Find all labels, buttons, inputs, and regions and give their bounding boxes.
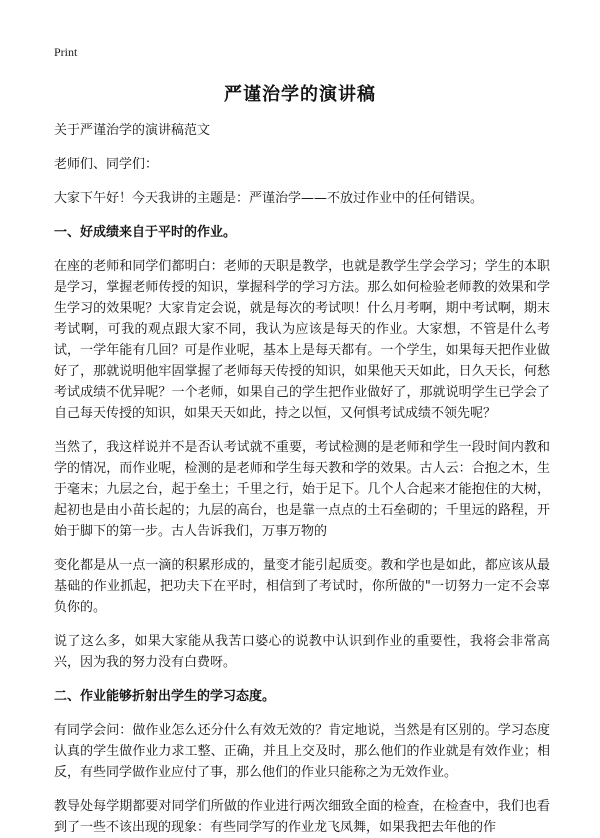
paragraph-2: 当然了，我这样说并不是否认考试就不重要，考试检测的是老师和学生一段时间内教和学的情况，而作业呢，检测的是老师和学生每天教和学的效果。古人云：合抱之木，生于毫末；九层之台，起于垒土；千里之行，始于足下。几个人合起来才能抱住的大树，起初也是由小苗长起的；九层的高台，也是靠一点点的土石垒砌的；千里远的路程，开始于脚下的第一步。古人告诉我们，万事万物的	[54, 440, 550, 539]
document-subtitle: 关于严谨治学的演讲稿范文	[54, 123, 211, 138]
intro-paragraph: 大家下午好！今天我讲的主题是：严谨治学——不放过作业中的任何错误。	[54, 191, 484, 206]
paragraph-3: 变化都是从一点一滴的积累形成的，量变才能引起质变。教和学也是如此，都应该从最基础的作业抓起，把功夫下在平时，相信到了考试时，你所做的"一切努力一定不会辜负你的。	[54, 558, 550, 615]
paragraph-1: 在座的老师和同学们都明白：老师的天职是教学，也就是教学生学会学习；学生的本职是学习，掌握老师传授的知识，掌握科学的学习方法。那么如何检验老师教的效果和学生学习的效果呢？大家肯定会说，就是每次的考试呗！什么月考啊，期中考试啊，期末考试啊，可我的观点跟大家不同，我认为应该是每天的作业。大家想，不管是什么考试，一学年能有几回？可是作业呢，基本上是每天都有。一个学生，如果每天把作业做好了，那就说明他牢固掌握了老师每天传授的知识，如果他天天如此，日久天长，何愁考试成绩不优异呢？一个老师，如果自己的学生把作业做好了，那就说明学生已学会了自己每天传授的知识，如果天天如此，持之以恒，又何惧考试成绩不领先呢？	[54, 259, 550, 421]
paragraph-6: 教导处每学期都要对同学们所做的作业进行两次细致全面的检查，在检查中，我们也看到了一些不该出现的现象：有些同学写的作业龙飞凤舞，如果我把去年他的作	[54, 799, 550, 835]
paragraph-5: 有同学会问：做作业怎么还分什么有效无效的？肯定地说，当然是有区别的。学习态度认真的学生做作业力求工整、正确，并且上交及时，那么他们的作业就是有效作业；相反，有些同学做作业应付了事，那么他们的作业只能称之为无效作业。	[54, 723, 550, 780]
document-body	[54, 120, 550, 838]
document-title: 严谨治学的演讲稿	[224, 84, 376, 105]
print-label: Print	[54, 45, 78, 59]
paragraph-4: 说了这么多，如果大家能从我苦口婆心的说教中认识到作业的重要性，我将会非常高兴，因为我的努力没有白费呀。	[54, 634, 550, 670]
section-heading-2: 二、作业能够折射出学生的学习态度。	[54, 689, 276, 704]
salutation: 老师们、同学们：	[54, 157, 159, 172]
section-heading-1: 一、好成绩来自于平时的作业。	[54, 225, 237, 240]
